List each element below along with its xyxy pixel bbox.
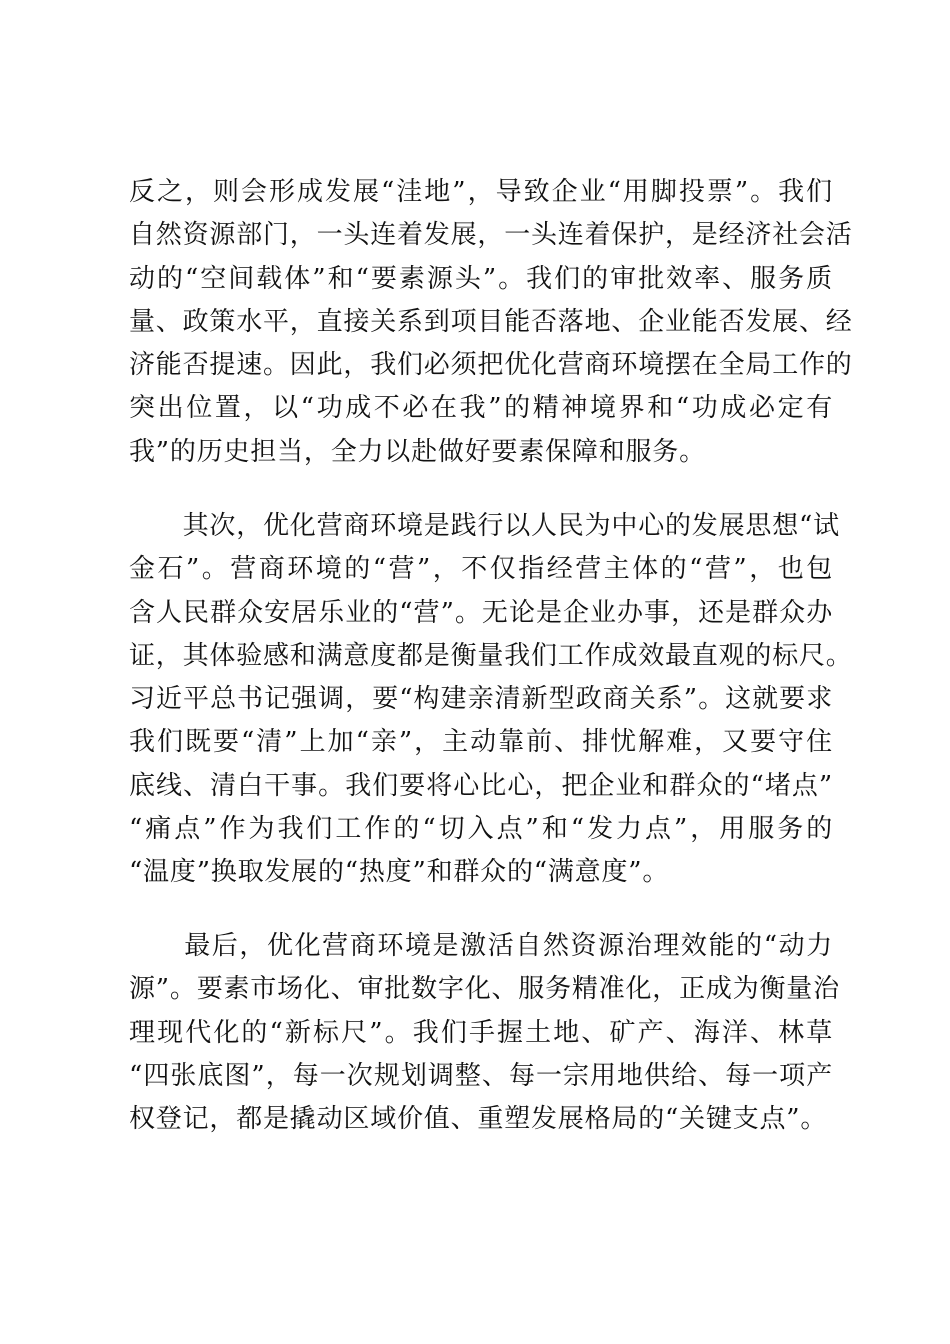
text-line: 济能否提速。因此，我们必须把优化营商环境摆在全局工作的 — [129, 350, 853, 381]
text-line: 最后，优化营商环境是激活自然资源治理效能的“动力 — [129, 931, 833, 961]
paragraph-1 — [129, 171, 853, 474]
text-line: 我”的历史担当，全力以赴做好要素保障和服务。 — [129, 436, 706, 467]
text-line: 反之，则会形成发展“洼地”，导致企业“用脚投票”。我们 — [129, 177, 833, 207]
text-line: 权登记，都是撬动区域价值、重塑发展格局的“关键支点”。 — [129, 1104, 828, 1135]
text-line: 理现代化的“新标尺”。我们手握土地、矿产、海洋、林草 — [129, 1017, 833, 1048]
text-line: 含人民群众安居乐业的“营”。无论是企业办事，还是群众办 — [129, 597, 833, 628]
text-line: 其次，优化营商环境是践行以人民为中心的发展思想“试 — [129, 511, 840, 541]
text-line: 习近平总书记强调，要“构建亲清新型政商关系”。这就要求 — [129, 684, 833, 715]
paragraph-2 — [129, 505, 853, 895]
text-line: 我们既要“清”上加“亲”，主动靠前、排忧解难，又要守住 — [129, 727, 833, 758]
text-line: “四张底图”，每一次规划调整、每一宗用地供给、每一项产 — [129, 1060, 833, 1091]
text-line: 底线、清白干事。我们要将心比心，把企业和群众的“堵点” — [129, 770, 833, 801]
text-line: 突出位置，以“功成不必在我”的精神境界和“功成必定有 — [129, 393, 833, 424]
text-line: 证，其体验感和满意度都是衡量我们工作成效最直观的标尺。 — [129, 640, 853, 671]
paragraph-3 — [129, 925, 840, 1141]
text-line: 量、政策水平，直接关系到项目能否落地、企业能否发展、经 — [129, 306, 853, 337]
text-line: 金石”。营商环境的“营”，不仅指经营主体的“营”，也包 — [129, 554, 833, 585]
text-line: “温度”换取发展的“热度”和群众的“满意度”。 — [129, 857, 670, 888]
text-line: “痛点”作为我们工作的“切入点”和“发力点”，用服务的 — [129, 814, 833, 845]
text-line: 自然资源部门，一头连着发展，一头连着保护，是经济社会活 — [129, 220, 853, 251]
text-line: 动的“空间载体”和“要素源头”。我们的审批效率、服务质 — [129, 263, 833, 294]
text-line: 源”。要素市场化、审批数字化、服务精准化，正成为衡量治 — [129, 974, 840, 1005]
